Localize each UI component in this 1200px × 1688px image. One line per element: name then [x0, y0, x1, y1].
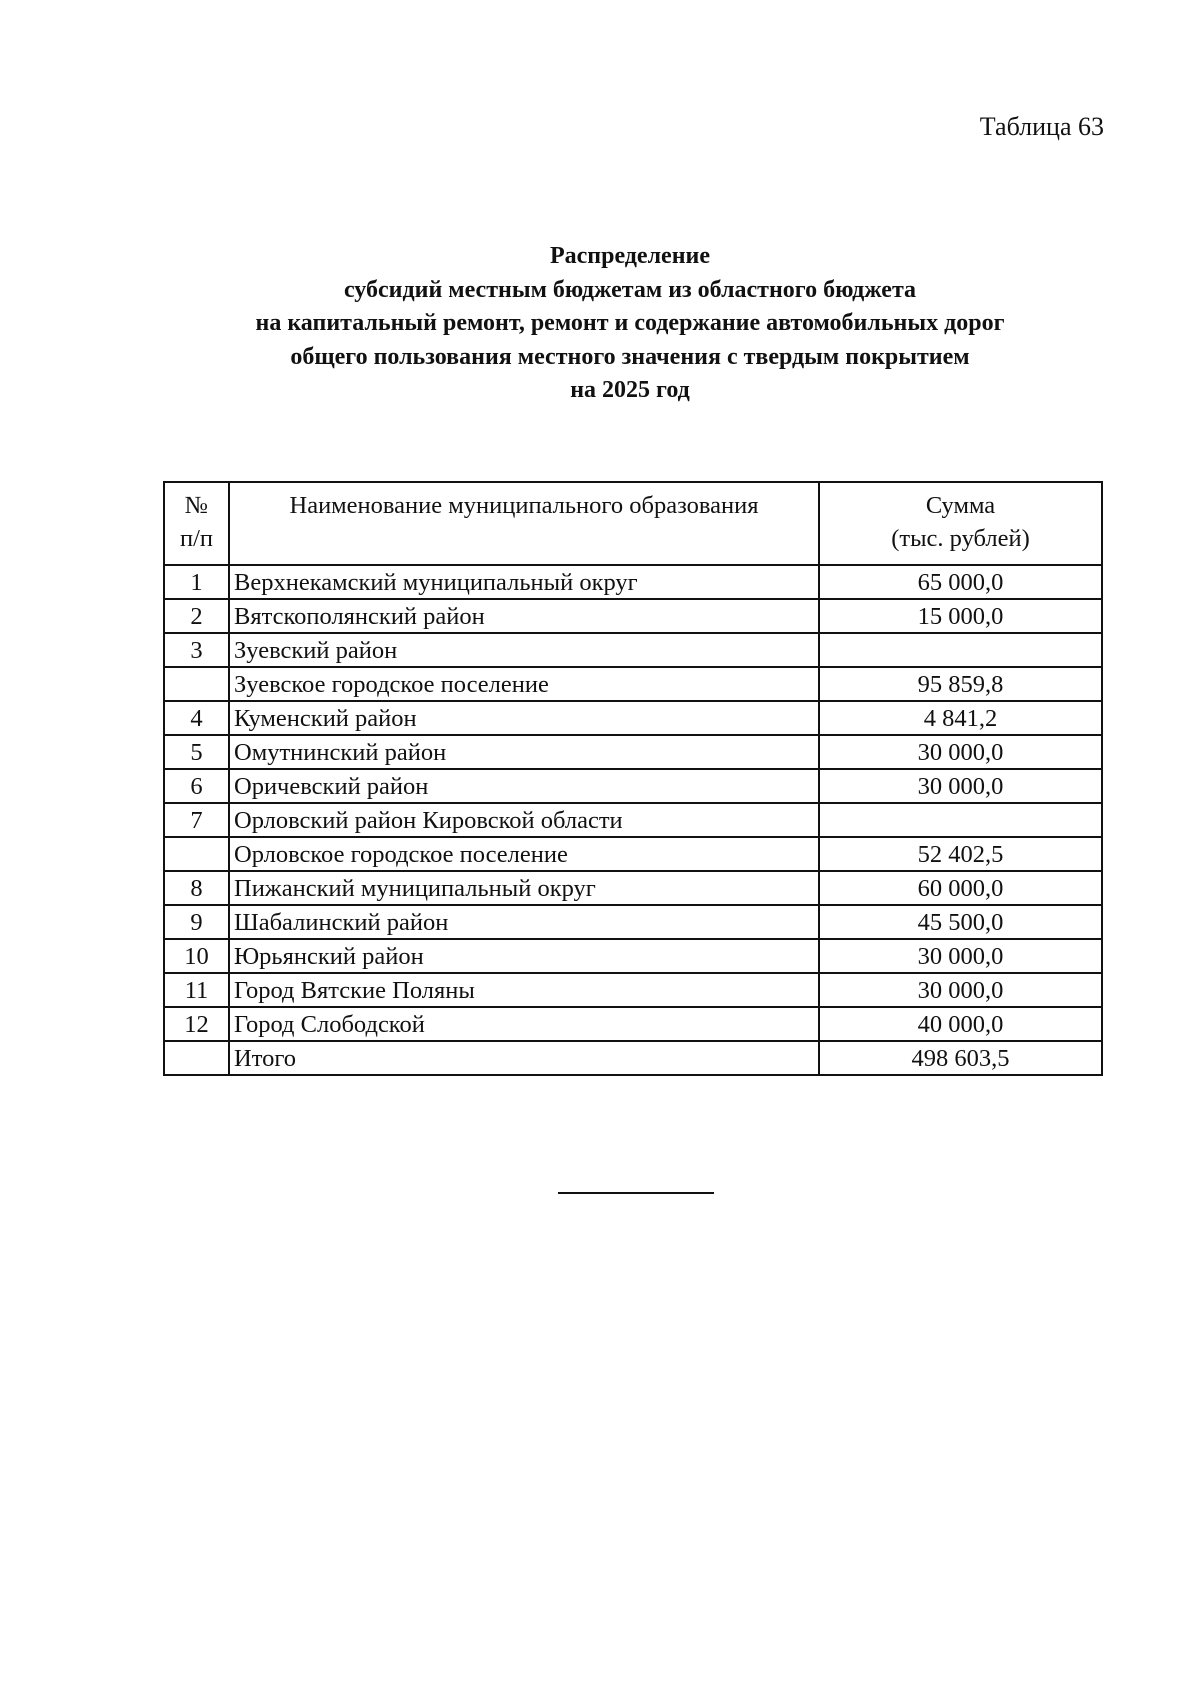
title-line-5: на 2025 год: [570, 377, 690, 403]
table-header-row: [164, 482, 1102, 565]
row-sum: [819, 633, 1102, 667]
table-row: [164, 871, 1102, 905]
row-name: Вятскополянский район: [229, 599, 819, 633]
table-row: [164, 633, 1102, 667]
row-name: Пижанский муниципальный округ: [229, 871, 819, 905]
table-number: Таблица 63: [979, 112, 1104, 141]
row-sum: 65 000,0: [819, 565, 1102, 599]
row-name: Верхнекамский муниципальный округ: [229, 565, 819, 599]
row-sum: 40 000,0: [819, 1007, 1102, 1041]
table-row: [164, 905, 1102, 939]
title-line-4: общего пользования местного значения с твердым покрытием: [290, 343, 970, 370]
row-name: Город Слободской: [229, 1007, 819, 1041]
header-num: [164, 482, 229, 565]
row-name: Зуевское городское поселение: [229, 667, 819, 701]
row-num: 9: [164, 905, 229, 939]
subsidy-table: [163, 481, 1103, 1076]
table-row: [164, 973, 1102, 1007]
table-total-row: [164, 1041, 1102, 1075]
row-name: Омутнинский район: [229, 735, 819, 769]
table-row: [164, 837, 1102, 871]
total-num: [164, 1041, 229, 1075]
header-name: [229, 482, 819, 565]
row-num: [164, 837, 229, 871]
row-sum: 95 859,8: [819, 667, 1102, 701]
table-row: [164, 667, 1102, 701]
row-name: Орловский район Кировской области: [229, 803, 819, 837]
row-sum: 30 000,0: [819, 769, 1102, 803]
header-sum-line1: Сумма: [925, 492, 996, 519]
row-num: 4: [164, 701, 229, 735]
table-row: [164, 769, 1102, 803]
document-title: [160, 240, 1100, 408]
row-name: Шабалинский район: [229, 905, 819, 939]
row-num: 10: [164, 939, 229, 973]
total-label: Итого: [229, 1041, 819, 1075]
row-sum: 45 500,0: [819, 905, 1102, 939]
row-name: Куменский район: [229, 701, 819, 735]
row-name: Город Вятские Поляны: [229, 973, 819, 1007]
closing-rule: [558, 1192, 714, 1194]
row-sum: 52 402,5: [819, 837, 1102, 871]
header-num-line2: п/п: [179, 525, 214, 552]
header-sum: [819, 482, 1102, 565]
row-num: 7: [164, 803, 229, 837]
table-row: [164, 565, 1102, 599]
row-num: 5: [164, 735, 229, 769]
row-num: 6: [164, 769, 229, 803]
row-num: [164, 667, 229, 701]
title-line-1: Распределение: [549, 243, 711, 269]
row-num: 11: [164, 973, 229, 1007]
title-line-2: субсидий местным бюджетам из областного бюджета: [343, 276, 917, 303]
row-sum: 15 000,0: [819, 599, 1102, 633]
row-sum: 30 000,0: [819, 973, 1102, 1007]
row-num: 3: [164, 633, 229, 667]
title-line-3: на капитальный ремонт, ремонт и содержание автомобильных дорог: [255, 310, 1005, 336]
table-row: [164, 701, 1102, 735]
table-row: [164, 1007, 1102, 1041]
total-sum: 498 603,5: [819, 1041, 1102, 1075]
table-row: [164, 599, 1102, 633]
row-name: Зуевский район: [229, 633, 819, 667]
table-row: [164, 803, 1102, 837]
row-name: Юрьянский район: [229, 939, 819, 973]
table-row: [164, 939, 1102, 973]
row-num: 1: [164, 565, 229, 599]
header-num-line1: №: [184, 492, 209, 519]
row-sum: 60 000,0: [819, 871, 1102, 905]
row-sum: 4 841,2: [819, 701, 1102, 735]
row-sum: 30 000,0: [819, 939, 1102, 973]
row-num: 12: [164, 1007, 229, 1041]
row-sum: 30 000,0: [819, 735, 1102, 769]
row-num: 8: [164, 871, 229, 905]
header-sum-line2: (тыс. рублей): [891, 525, 1030, 552]
row-name: Орловское городское поселение: [229, 837, 819, 871]
header-name-text: Наименование муниципального образования: [289, 492, 759, 519]
table-row: [164, 735, 1102, 769]
row-sum: [819, 803, 1102, 837]
row-num: 2: [164, 599, 229, 633]
row-name: Оричевский район: [229, 769, 819, 803]
